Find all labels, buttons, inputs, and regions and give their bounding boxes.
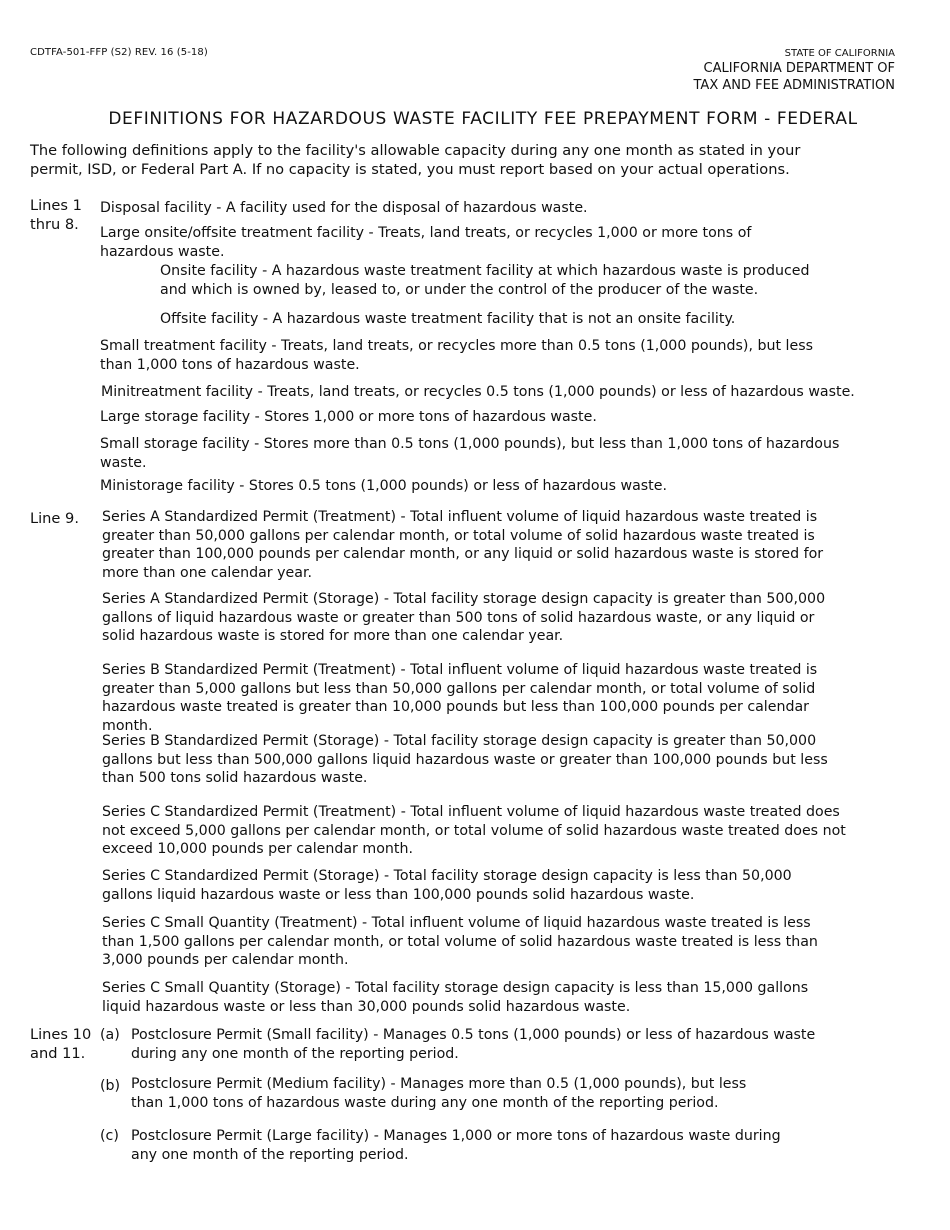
def-series-c-small-treatment: Series C Small Quantity (Treatment) - Total influent volume of liquid hazardous waste treated is less than 1,500 gallons per calendar month, or total volume of solid hazardous waste treated is less than 3,000 pounds per calendar month. [102, 915, 818, 968]
section-label-lines-1-8 [30, 197, 96, 234]
def-ministorage-facility: Ministorage facility - Stores 0.5 tons (1,000 pounds) or less of hazardous waste. [100, 478, 667, 494]
page-title: DEFINITIONS FOR HAZARDOUS WASTE FACILITY FEE PREPAYMENT FORM - FEDERAL [108, 109, 858, 129]
def-series-b-storage: Series B Standardized Permit (Storage) - Total facility storage design capacity is greater than 50,000 gallons but less than 500,000 gallons liquid hazardous waste or greater than 100,000 pounds but less than 500 tons solid hazardous waste. [102, 733, 828, 786]
intro-paragraph: The following definitions apply to the facility's allowable capacity during any one month as stated in your permit, ISD, or Federal Part A. If no capacity is stated, you must report based on your actual operations. [30, 142, 801, 178]
def-postclosure-medium: Postclosure Permit (Medium facility) - Manages more than 0.5 (1,000 pounds), but less than 1,000 tons of hazardous waste during any one month of the reporting period. [131, 1076, 747, 1111]
def-disposal-facility: Disposal facility - A facility used for the disposal of hazardous waste. [100, 200, 588, 216]
def-minitreatment-facility: Minitreatment facility - Treats, land treats, or recycles 0.5 tons (1,000 pounds) or less of hazardous waste. [101, 384, 855, 400]
def-series-c-treatment: Series C Standardized Permit (Treatment) - Total influent volume of liquid hazardous waste treated does not exceed 5,000 gallons per calendar month, or total volume of solid hazardous waste treated does not exceed 10,000 pounds per calendar month. [102, 804, 846, 857]
agency-block [694, 47, 896, 94]
def-series-c-small-storage: Series C Small Quantity (Storage) - Total facility storage design capacity is less than 15,000 gallons liquid hazardous waste or less than 30,000 pounds solid hazardous waste. [102, 980, 809, 1015]
def-series-a-treatment: Series A Standardized Permit (Treatment) - Total influent volume of liquid hazardous waste treated is greater than 50,000 gallons per calendar month, or total volume of solid hazardous waste treated is greater than 100,000 pounds per calendar month, or any liquid or solid hazardous waste is stored for more than one calendar year. [102, 509, 824, 581]
item-letter-a: (a) [100, 1027, 120, 1043]
item-letter-b: (b) [100, 1078, 121, 1094]
def-small-treatment-facility: Small treatment facility - Treats, land treats, or recycles more than 0.5 tons (1,000 pounds), but less than 1,000 tons of hazardous waste. [100, 338, 813, 373]
section-label-lines-10-11 [30, 1026, 96, 1063]
def-series-c-storage: Series C Standardized Permit (Storage) - Total facility storage design capacity is less than 50,000 gallons liquid hazardous waste or less than 100,000 pounds solid hazardous waste. [102, 868, 792, 903]
form-id: CDTFA-501-FFP (S2) REV. 16 (5-18) [30, 47, 208, 58]
label-line: Lines 10 [30, 1026, 92, 1043]
def-large-treatment-facility: Large onsite/offsite treatment facility - Treats, land treats, or recycles 1,000 or more tons of hazardous waste. [100, 225, 752, 260]
def-postclosure-small: Postclosure Permit (Small facility) - Manages 0.5 tons (1,000 pounds) or less of hazardous waste during any one month of the reporting period. [131, 1027, 816, 1062]
state-name: STATE OF CALIFORNIA [784, 48, 895, 59]
label-line: and 11. [30, 1044, 86, 1062]
def-postclosure-large: Postclosure Permit (Large facility) - Manages 1,000 or more tons of hazardous waste during any one month of the reporting period. [131, 1128, 781, 1163]
section-label-line-9: Line 9. [30, 510, 79, 527]
department-line-2: TAX AND FEE ADMINISTRATION [693, 78, 895, 93]
def-onsite-facility: Onsite facility - A hazardous waste treatment facility at which hazardous waste is produced and which is owned by, leased to, or under the control of the producer of the waste. [160, 263, 810, 298]
def-series-a-storage: Series A Standardized Permit (Storage) - Total facility storage design capacity is greater than 500,000 gallons of liquid hazardous waste or greater than 500 tons of solid hazardous waste, or any liquid or solid hazardous waste is stored for more than one calendar year. [102, 591, 826, 644]
def-series-b-treatment: Series B Standardized Permit (Treatment) - Total influent volume of liquid hazardous waste treated is greater than 5,000 gallons but less than 50,000 gallons per calendar month, or total volume of solid hazardous waste treated is greater than 10,000 pounds but less than 100,000 pounds per calendar month. [102, 662, 818, 734]
def-large-storage-facility: Large storage facility - Stores 1,000 or more tons of hazardous waste. [100, 409, 597, 425]
item-letter-c: (c) [100, 1128, 119, 1144]
def-small-storage-facility: Small storage facility - Stores more than 0.5 tons (1,000 pounds), but less than 1,000 tons of hazardous waste. [100, 436, 840, 471]
label-line: Lines 1 [30, 197, 82, 214]
label-line: thru 8. [30, 215, 79, 233]
def-offsite-facility: Offsite facility - A hazardous waste treatment facility that is not an onsite facility. [160, 311, 736, 327]
department-line-1: CALIFORNIA DEPARTMENT OF [703, 61, 895, 76]
